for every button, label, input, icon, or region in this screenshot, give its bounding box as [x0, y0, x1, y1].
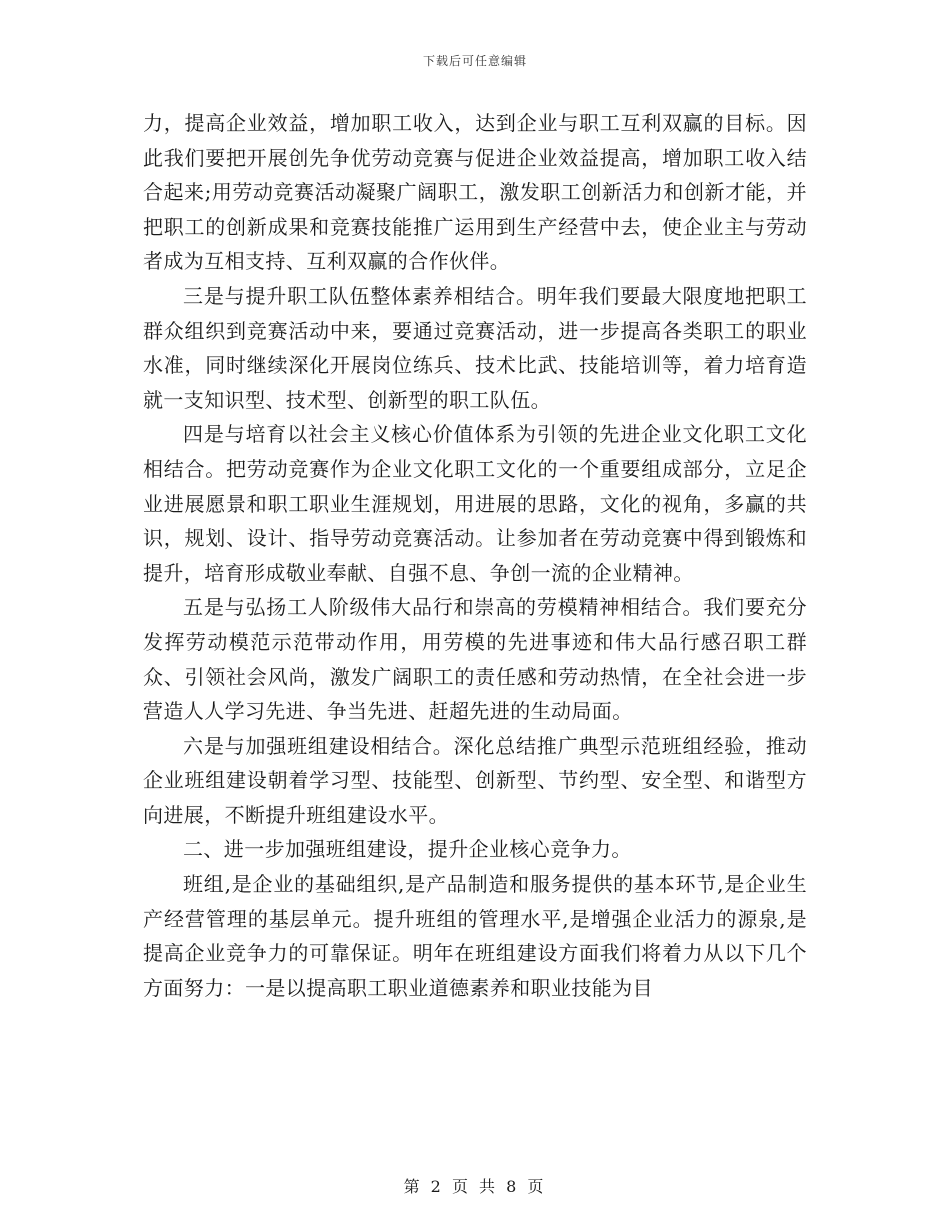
paragraph-item-four: 四是与培育以社会主义核心价值体系为引领的先进企业文化职工文化相结合。把劳动竞赛作为企业文化职工文化的一个重要组成部分，立足企业进展愿景和职工职业生涯规划，用进展的思路，文化的视角，多赢的共识，规划、设计、指导劳动竞赛活动。让参加者在劳动竞赛中得到锻炼和提升，培育形成敬业奉献、自强不息、争创一流的企业精神。	[143, 422, 807, 585]
paragraph-item-five: 五是与弘扬工人阶级伟大品行和崇高的劳模精神相结合。我们要充分发挥劳动模范示范带动作用，用劳模的先进事迹和伟大品行感召职工群众、引领社会风尚，激发广阔职工的责任感和劳动热情，在全社会进一步营造人人学习先进、争当先进、赶超先进的生动局面。	[143, 595, 807, 724]
page-number: 第 2 页 共 8 页	[403, 1177, 547, 1196]
paragraph-item-three: 三是与提升职工队伍整体素养相结合。明年我们要最大限度地把职工群众组织到竞赛活动中来，要通过竞赛活动，进一步提高各类职工的职业水准，同时继续深化开展岗位练兵、技术比武、技能培训等，着力培育造就一支知识型、技术型、创新型的职工队伍。	[143, 283, 807, 412]
section-heading-two: 二、进一步加强班组建设，提升企业核心竞争力。	[183, 837, 632, 862]
header-note: 下载后可任意编辑	[422, 54, 527, 68]
paragraph-continuation: 力，提高企业效益，增加职工收入，达到企业与职工互利双赢的目标。因此我们要把开展创先争优劳动竞赛与促进企业效益提高，增加职工收入结合起来;用劳动竞赛活动凝聚广阔职工，激发职工创新活力和创新才能，并把职工的创新成果和竞赛技能推广运用到生产经营中去，使企业主与劳动者成为互相支持、互利双赢的合作伙伴。	[143, 111, 807, 274]
paragraph-team-building: 班组,是企业的基础组织,是产品制造和服务提供的基本环节,是企业生产经营管理的基层单元。提升班组的管理水平,是增强企业活力的源泉,是提高企业竞争力的可靠保证。明年在班组建设方面我们将着力从以下几个方面努力：一是以提高职工职业道德素养和职业技能为目	[143, 872, 807, 1000]
paragraph-item-six: 六是与加强班组建设相结合。深化总结推广典型示范班组经验，推动企业班组建设朝着学习型、技能型、创新型、节约型、安全型、和谐型方向进展，不断提升班组建设水平。	[143, 733, 807, 827]
body-text	[143, 106, 807, 1005]
